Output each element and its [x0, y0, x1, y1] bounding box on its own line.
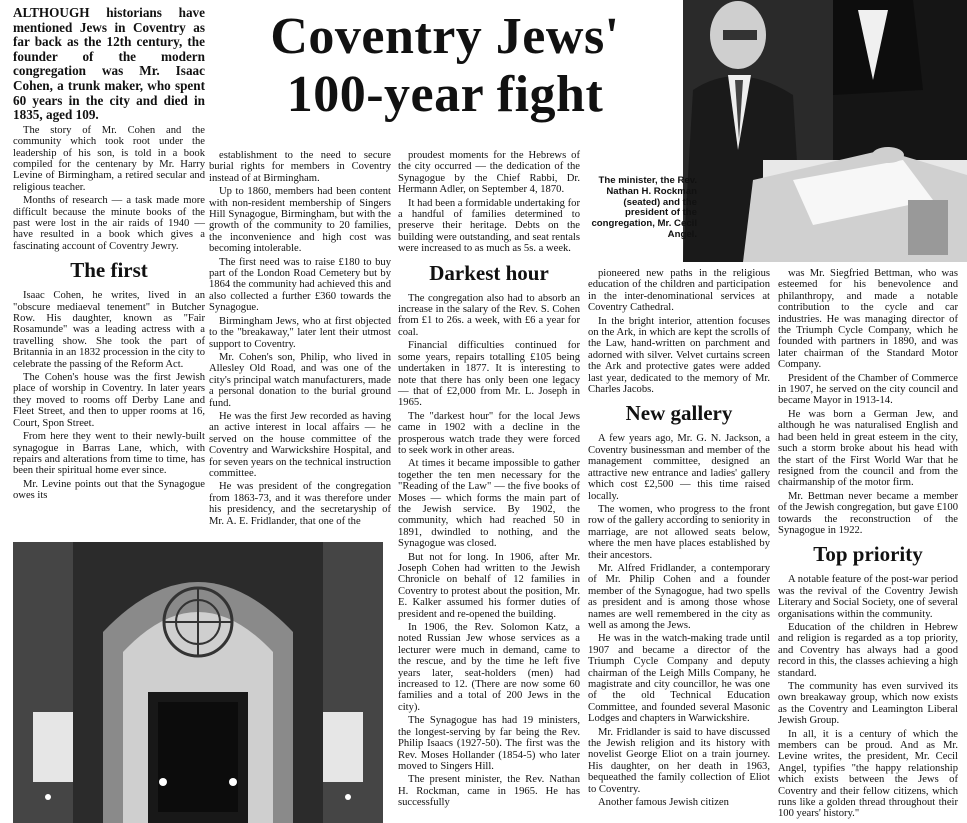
paragraph: In the bright interior, attention focuses on the Ark, in which are kept the scrolls of the Law, hand-written on parchment and adorned with silver. Velvet curtains screen the Ark and protective gates were added last year, dedicated to the memory of Mr. Charles Jacobs. — [588, 315, 770, 396]
column-1 — [13, 6, 205, 504]
paragraph: It had been a formidable undertaking for a handful of families determined to preserve their heritage. Debts on the building were outstanding, and seat rentals were increased to as much as 5s. a week. — [398, 197, 580, 255]
paragraph: Mr. Bettman never became a member of the Jewish congregation, but gave £100 towards the reconstruction of the Synagogue in 1922. — [778, 490, 958, 536]
paragraph: Isaac Cohen, he writes, lived in an "obscure mediaeval tenement" in Butcher Row. His daughter, known as "Fair Rosamunde" was a leading actress with a travelling show. She took the part of Britannia in an 1832 procession in the city to celebrate the passing of the Reform Act. — [13, 290, 205, 370]
column-4 — [588, 268, 770, 810]
paragraph: From here they went to their newly-built synagogue in Barras Lane, which, with repairs and alterations from time to time, has been their spiritual home ever since. — [13, 431, 205, 477]
lead-paragraph: ALTHOUGH historians have mentioned Jews in Coventry as far back as the 12th century, the founder of the modern congregation was Mr. Isaac Cohen, a trunk maker, who spent 60 years in the city and died in 1835, aged 109. — [13, 5, 205, 123]
paragraph: A notable feature of the post-war period was the revival of the Coventry Jewish Literary and Social Society, one of several organisations within the community. — [778, 574, 958, 620]
paragraph: Months of research — a task made more difficult because the minute books of the past were lost in the air raids of 1940 — have resulted in a book which gives a fascinating account of Coventry Jewry. — [13, 195, 205, 252]
paragraph: A few years ago, Mr. G. N. Jackson, a Coventry businessman and member of the management committee, designed an attractive new entrance and ladies' gallery which cost £2,500 — this time raised locally. — [588, 433, 770, 502]
paragraph: President of the Chamber of Commerce in 1907, he served on the city council and became Mayor in 1913-14. — [778, 372, 958, 407]
portrait-photo — [683, 0, 967, 262]
paragraph: At times it became impossible to gather together the ten men necessary for the "Reading of the Law" — the five books of Moses — which forms the main part of the Jewish service. By 1902, the community, which had reached 50 in 1891, dwindled to nothing, and the Synagogue was closed. — [398, 458, 580, 550]
paragraph: Birmingham Jews, who at first objected to the "breakaway," later lent their utmost support to Coventry. — [209, 315, 391, 350]
paragraph: Mr. Fridlander is said to have discussed the Jewish religion and its history with novelist George Eliot on a train journey. His daughter, on her death in 1963, bequeathed the family collection of Eliot to Coventry. — [588, 726, 770, 795]
paragraph: He was in the watch-making trade until 1907 and became a director of the Triumph Cycle Company and deputy chairman of the Leigh Mills Company, he magistrate and city councillor, he was one of the old Technical Education Committee, and founded several Masonic Lodges and chapters in Warwickshire. — [588, 633, 770, 725]
paragraph: Mr. Cohen's son, Philip, who lived in Allesley Old Road, and was one of the city's principal watch manufacturers, made a personal donation to the burial ground fund. — [209, 351, 391, 409]
subheading-top-priority: Top priority — [813, 542, 923, 567]
paragraph: Up to 1860, members had been content with non-resident membership of Singers Hill Synagogue, Birmingham, but with the growth of the community to 20 families, the inconvenience and high cost was becoming intolerable. — [209, 186, 391, 255]
paragraph: The "darkest hour" for the local Jews came in 1902 with a decline in the prosperous watch trade they were forced to seek work in other areas. — [398, 410, 580, 456]
paragraph: was Mr. Siegfried Bettman, who was esteemed for his benevolence and philanthropy, and made a notable contribution to the cycle and car industries. He was managing director of the Triumph Cycle Company, which he founded with partners in 1890, and was later chairman of the Standard Motor Company. — [778, 268, 958, 371]
paragraph: The first need was to raise £180 to buy part of the London Road Cemetery but by 1864 the community had achieved this and also collected a further £360 towards the Synagogue. — [209, 256, 391, 314]
paragraph: Another famous Jewish citizen — [598, 797, 729, 809]
portrait-illustration — [683, 0, 967, 262]
paragraph: The Cohen's house was the first Jewish place of worship in Coventry. In later years they moved to rooms off Derby Lane and Fleet Street, and then to upper rooms at 16, Court, Spon Street. — [13, 372, 205, 429]
subheading-new-gallery: New gallery — [625, 401, 733, 426]
photo-caption: The minister, the Rev. Nathan H. Rockman (seated) and the president of the congregation, Mr. Cecil Angel. — [591, 175, 697, 240]
paragraph: The present minister, the Rev. Nathan H. Rockman, came in 1965. He has successfully — [398, 774, 580, 809]
synagogue-interior-photo — [13, 542, 383, 823]
subheading-darkest-hour: Darkest hour — [429, 260, 549, 285]
paragraph: In all, it is a century of which the members can be proud. And as Mr. Levine writes, the president, Mr. Cecil Angel, typifies "the happy relationship which exists between the Jews of Coventry and their fellow citizens, which runs like a golden thread throughout their 100 years' history." — [778, 728, 958, 820]
paragraph: The Synagogue has had 19 ministers, the longest-serving by far being the Rev. Philip Isaacs (1927-50). The first was the Rev. Moses Hollander (1854-5) who later moved to Singers Hill. — [398, 715, 580, 772]
paragraph: Education of the children in Hebrew and religion is regarded as a top priority, and Coventry has always had a good record in this, the classes achieving a high standard. — [778, 621, 958, 679]
headline: Coventry Jews' 100-year fight — [270, 8, 620, 123]
paragraph: Mr. Levine points out that the Synagogue owes its — [13, 478, 205, 502]
column-2 — [209, 150, 391, 529]
paragraph: He was born a German Jew, and although he was naturalised English and had been held in great esteem in the city, such a storm broke about his head with the start of the First World War that he resigned from the council and from the chairmanship of the motor firm. — [778, 408, 958, 489]
paragraph: The women, who progress to the front row of the gallery according to seniority in marriage, are not allowed seats below, where the men have places established by their ancestors. — [588, 503, 770, 561]
subheading-the-first: The first — [70, 258, 148, 283]
column-5 — [778, 268, 958, 822]
paragraph: In 1906, the Rev. Solomon Katz, a noted Russian Jew whose services as a lecturer were much in demand, came to the rescue, and by the time he left five years later, seat-holders (men) had increased to 12. (There are now some 60 families and a total of 200 Jews in the city). — [398, 622, 580, 713]
paragraph: The story of Mr. Cohen and the community which took root under the leadership of his son, is told in a book compiled for the centenary by Mr. Harry Levine of Birmingham, a retired secular and religious teacher. — [13, 124, 205, 193]
paragraph: Mr. Alfred Fridlander, a contemporary of Mr. Philip Cohen and a founder member of the Synagogue, had two spells as president and is among those whose names are well remembered in the city as well as among the Jews. — [588, 562, 770, 631]
paragraph: He was president of the congregation from 1863-73, and it was therefore under his presidency, and the secretaryship of Mr. A. E. Fridlander, that one of the — [209, 481, 391, 527]
paragraph: The community has even survived its own breakaway group, which now exists as the Coventry and Leamington Liberal Jewish Group. — [778, 681, 958, 727]
column-3 — [398, 150, 580, 811]
paragraph: The congregation also had to absorb an increase in the salary of the Rev. S. Cohen from £1 to 26s. a week, with £6 a year for coal. — [398, 292, 580, 338]
paragraph: proudest moments for the Hebrews of the city occurred — the dedication of the Synagogue by the Chief Rabbi, Dr. Hermann Adler, on September 4, 1870. — [398, 150, 580, 196]
paragraph: establishment to the need to secure burial rights for members in Coventry instead of at Birmingham. — [209, 150, 391, 184]
paragraph: pioneered new paths in the religious education of the children and participation in the inter-denominational services at Coventry Cathedral. — [588, 268, 770, 314]
paragraph: Financial difficulties continued for some years, repairs totalling £105 being undertaken in 1877. It is interesting to note that there has only been one legacy — that of £2,000 from Mr. L. Joseph in 1965. — [398, 340, 580, 409]
paragraph: He was the first Jew recorded as having an active interest in local affairs — he served on the house committee of the Coventry and Warwickshire Hospital, and for seven years on the technical instruction committee. — [209, 410, 391, 479]
synagogue-illustration — [13, 542, 383, 823]
paragraph: But not for long. In 1906, after Mr. Joseph Cohen had written to the Jewish Chronicle on behalf of 12 families in Coventry to protest about the position, Mr. E. Kalker assumed his former duties of president and re-opened the building. — [398, 551, 580, 620]
